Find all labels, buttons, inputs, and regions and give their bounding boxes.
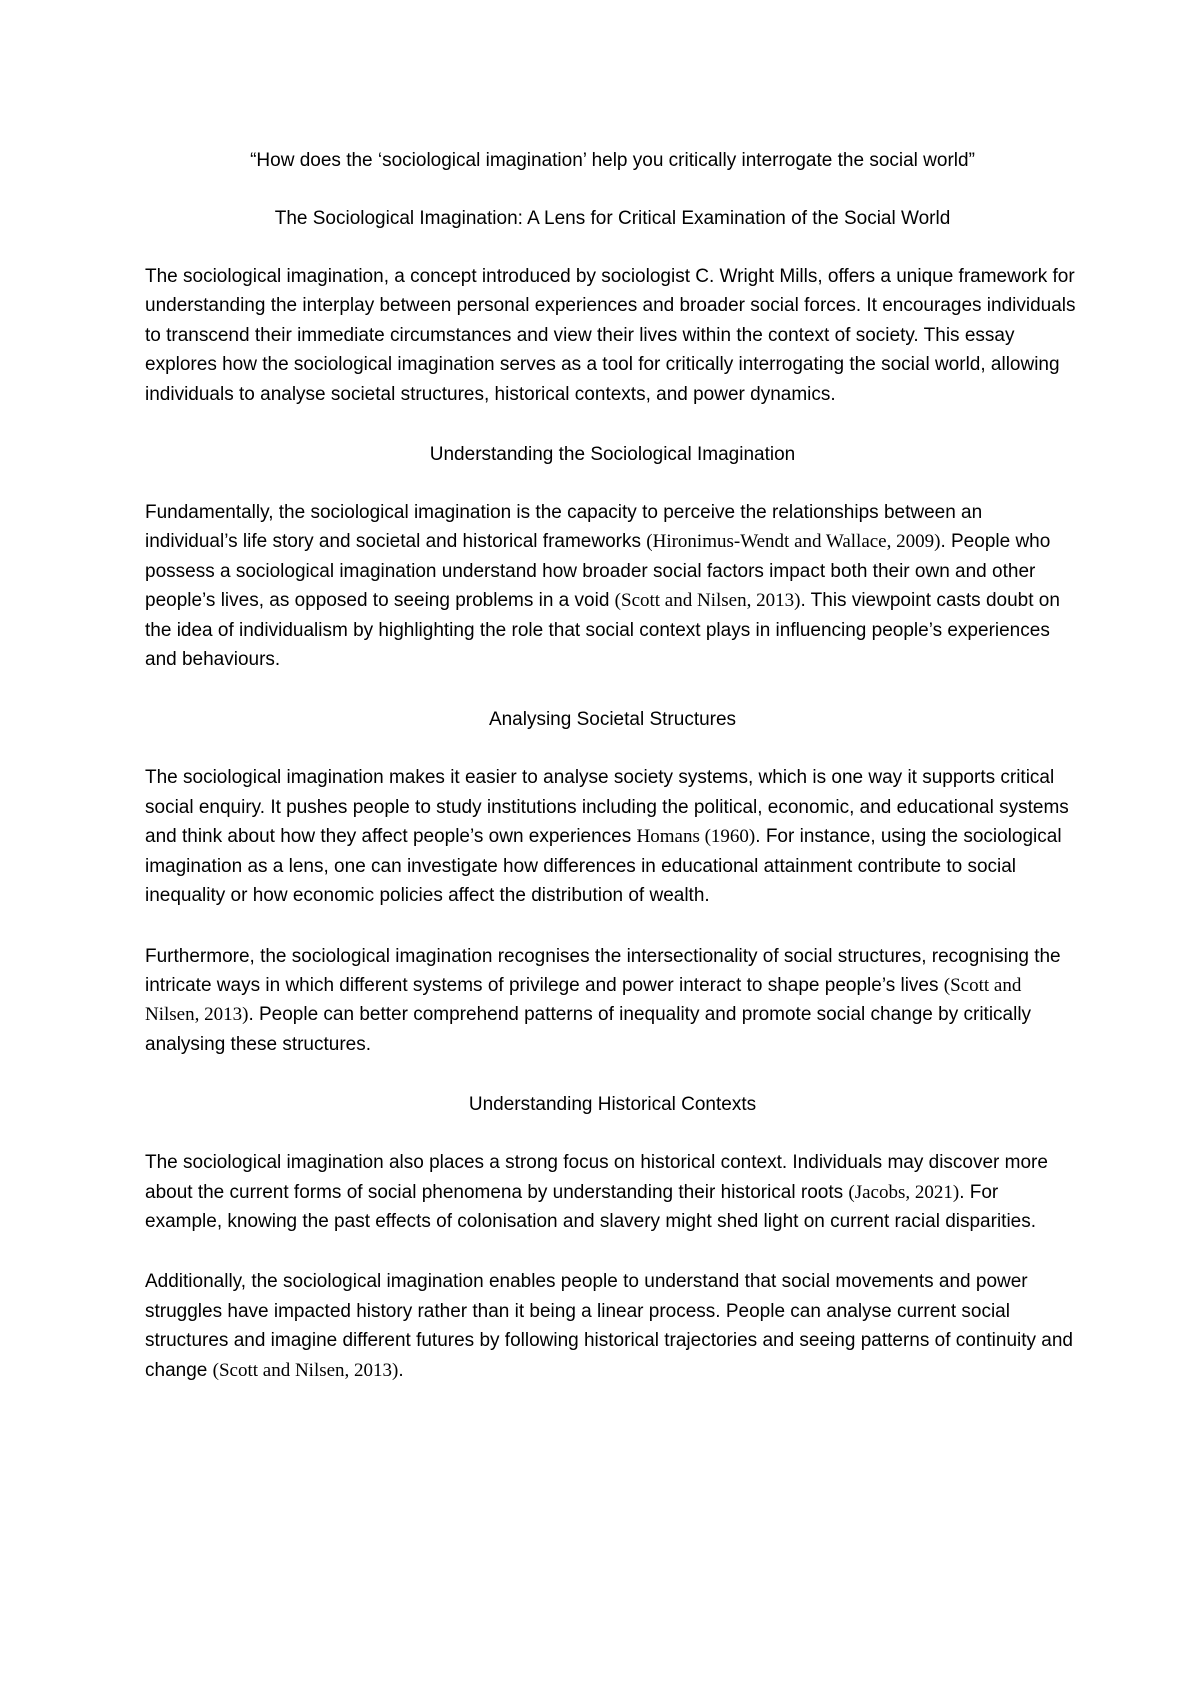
text-run: . This viewpoint casts doubt on the idea of individualism by highlighting the role that social context plays in influencing people’s experiences and behaviours.: [145, 590, 1060, 671]
section-heading-historical: Understanding Historical Contexts: [468, 1094, 757, 1116]
section-heading-structures: Analysing Societal Structures: [488, 709, 737, 731]
essay-question: “How does the ‘sociological imagination’ help you critically interrogate the social world”: [250, 150, 975, 171]
document-body: [145, 146, 1080, 1385]
section3-paragraph-2: [145, 1267, 1080, 1385]
text-run: . For instance, using the sociological imagination as a lens, one can investigate how differences in educational attainment contribute to social inequality or how economic policies affect the distribution of wealth.: [145, 826, 1062, 907]
citation: Homans (1960): [636, 826, 756, 848]
intro-paragraph: The sociological imagination, a concept introduced by sociologist C. Wright Mills, offers a unique framework for understanding the interplay between personal experiences and broader social forces. It encourages individuals to transcend their immediate circumstances and view their lives within the context of society. This essay explores how the sociological imagination serves as a tool for critically interrogating the social world, allowing individuals to analyse societal structures, historical contexts, and power dynamics.: [145, 266, 1076, 405]
text-run: Furthermore, the sociological imagination recognises the intersectionality of social structures, recognising the intricate ways in which different systems of privilege and power interact to shape people’s lives: [145, 945, 1061, 996]
citation: (Scott and Nilsen, 2013): [614, 590, 801, 612]
citation: (Scott and Nilsen, 2013): [145, 974, 1022, 1026]
citation: (Jacobs, 2021): [848, 1181, 960, 1203]
section2-paragraph-2: [145, 942, 1080, 1060]
section3-paragraph-1: [145, 1148, 1080, 1236]
section-heading-understanding: Understanding the Sociological Imagination: [429, 444, 796, 466]
citation: (Scott and Nilsen, 2013): [212, 1359, 399, 1381]
text-run: .: [398, 1359, 404, 1381]
section1-paragraph: [145, 498, 1080, 674]
text-run: . For example, knowing the past effects of colonisation and slavery might shed light on current racial disparities.: [145, 1181, 1037, 1232]
text-run: . People who possess a sociological imagination understand how broader social factors impact both their own and other people’s lives, as opposed to seeing problems in a void: [145, 531, 1051, 612]
text-run: The sociological imagination makes it easier to analyse society systems, which is one way it supports critical social enquiry. It pushes people to study institutions including the political, economic, and educational systems and think about how they affect people’s own experiences: [145, 767, 1069, 848]
text-run: Additionally, the sociological imagination enables people to understand that social movements and power struggles have impacted history rather than it being a linear process. People can analyse current social structures and imagine different futures by following historical trajectories and seeing patterns of continuity and change: [145, 1271, 1073, 1381]
text-run: . People can better comprehend patterns of inequality and promote social change by critically analysing these structures.: [145, 1004, 1032, 1055]
text-run: The sociological imagination also places a strong focus on historical context. Individuals may discover more about the current forms of social phenomena by understanding their historical roots: [145, 1152, 1048, 1203]
essay-title: The Sociological Imagination: A Lens for Critical Examination of the Social World: [274, 208, 951, 229]
text-run: Fundamentally, the sociological imagination is the capacity to perceive the relationships between an individual’s life story and societal and historical frameworks: [145, 502, 983, 553]
citation: (Hironimus-Wendt and Wallace, 2009): [646, 531, 941, 553]
section2-paragraph-1: [145, 763, 1080, 910]
